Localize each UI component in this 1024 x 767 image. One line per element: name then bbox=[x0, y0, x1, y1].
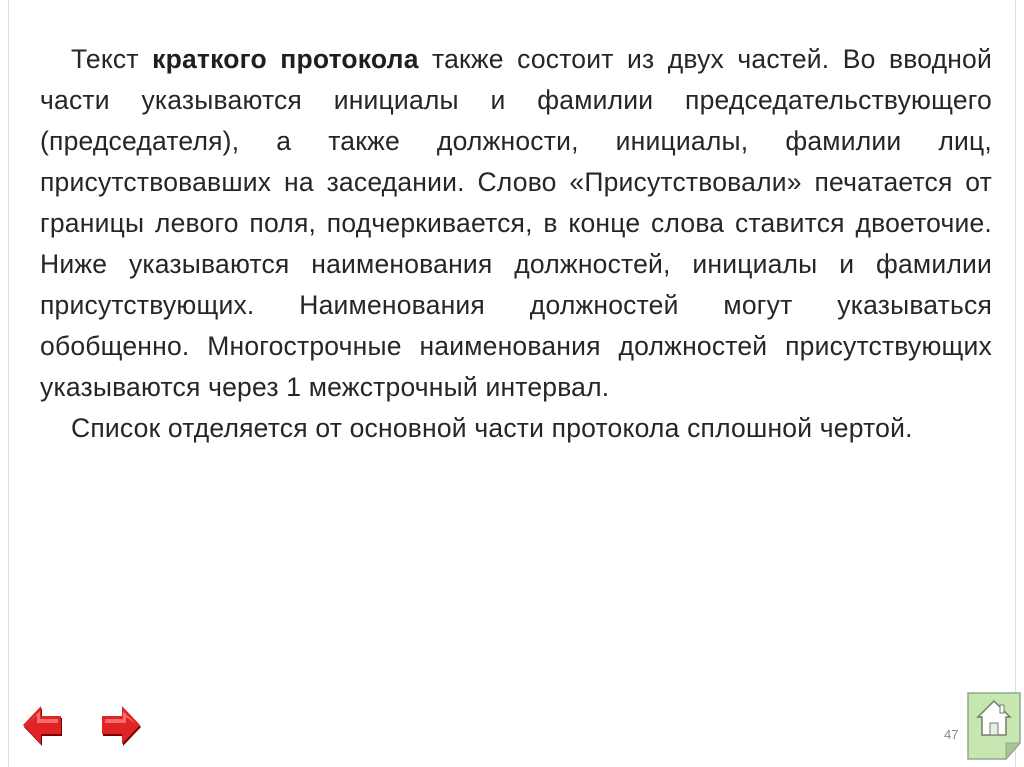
prev-slide-button[interactable] bbox=[22, 703, 62, 747]
paragraph-2: Список отделяется от основной части протокола сплошной чертой. bbox=[71, 413, 913, 443]
bold-term: краткого протокола bbox=[152, 44, 419, 74]
paragraph-1-rest: также состоит из двух частей. Во вводной части указываются инициалы и фамилии председательствующего (председателя), а также должности, инициалы, фамилии лиц, присутствовавших на заседании. Слово «Присутствовали» печатается от границы левого поля, подчеркивается, в конце слова ставится двоеточие. Ниже указываются наименования должностей, инициалы и фамилии присутствующих. Наименования должностей могут указываться обобщенно. Многострочные наименования должностей присутствующих указываются через 1 межстрочный интервал. bbox=[40, 44, 993, 402]
paragraph-1 bbox=[40, 39, 992, 408]
home-icon bbox=[966, 691, 1022, 761]
next-slide-button[interactable] bbox=[101, 703, 141, 747]
page-number: 47 bbox=[944, 727, 959, 742]
arrow-right-icon bbox=[101, 703, 141, 747]
slide-body-text bbox=[40, 39, 992, 449]
arrow-left-icon bbox=[22, 703, 62, 747]
paragraph-1-lead: Текст bbox=[71, 44, 153, 74]
home-button[interactable] bbox=[966, 691, 1022, 761]
